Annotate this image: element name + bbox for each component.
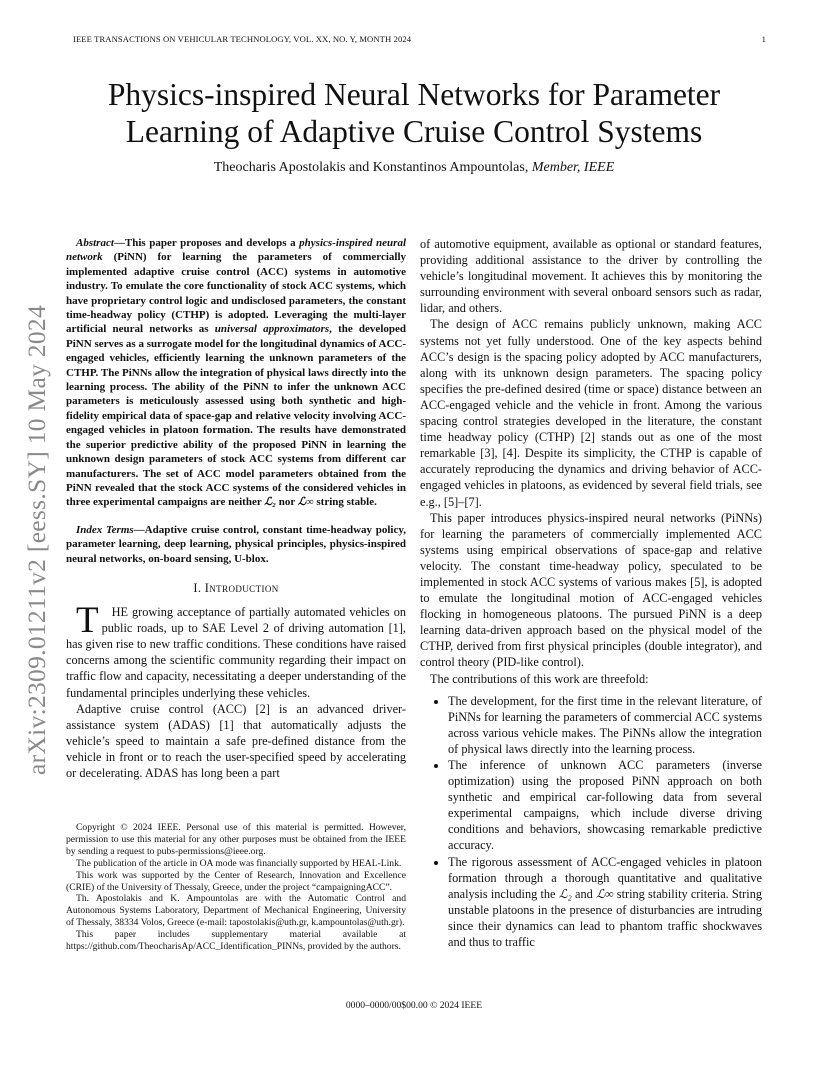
index-terms-label: Index Terms xyxy=(76,523,134,536)
right-paragraph-1: The design of ACC remains publicly unknown, making ACC systems not yet fully understood. One of the key aspects behind ACC’s design is the spacing policy adopted by ACC manufacturers, along with its unknown design parameters. The spacing policy specifies the pre-defined desired (time or space) distance between an ACC-engaged vehicle and the vehicle in front. Among the various spacing control strategies developed in the literature, the constant time headway policy (CTHP) [2] stands out as one of the most remarkable [3], [4]. Despite its simplicity, the CTHP is capable of accurately reproducing the dynamics and driving behavior of ACC-engaged vehicles in platoons, as evidenced by several field trials, see e.g., [5]–[7]. xyxy=(420,317,762,509)
contribution-3-l2-symbol: ℒ₂ xyxy=(558,886,572,901)
contributions-list xyxy=(420,693,762,951)
abstract-text-1: —This paper proposes and develops a xyxy=(113,237,300,249)
contribution-3-text-2: string stability criteria. String unstable platoons in the presence of disturbancies are intruding since their dynamics can lead to phantom traffic shockwaves and thus to traffic xyxy=(448,886,762,950)
abstract-emph-2: universal approximators xyxy=(214,323,330,336)
abstract xyxy=(66,236,406,510)
abstract-linf-symbol: ℒ∞ xyxy=(297,496,314,509)
abstract-text-2: (PiNN) for learning the parameters of commercially implemented adaptive cruise control (ACC) systems in automotive industry. To emulate the core functionality of stock ACC systems, which have proprietary control logic and undisclosed parameters, the constant time-headway policy (CTHP) is adopted. Leveraging the multi-layer artificial neural networks as xyxy=(66,251,406,336)
abstract-nor: nor xyxy=(276,496,298,509)
right-column xyxy=(420,236,762,950)
contribution-3-text-1: The rigorous assessment of ACC-engaged vehicles in platoon formation through a thorough quantitative and qualitative analysis including the xyxy=(448,854,762,901)
contribution-item: • The inference of unknown ACC parameters (inverse optimization) using the proposed PiNN approach on both synthetic and empirical car-following data from several experimental campaigns, which include diverse driving conditions and behaviors, showcasing remarkable predictive accuracy. xyxy=(448,757,762,854)
right-paragraph-3: The contributions of this work are threefold: xyxy=(430,671,649,686)
page-number: 1 xyxy=(761,34,766,44)
abstract-text-4: string stable. xyxy=(313,496,377,509)
journal-name: IEEE TRANSACTIONS ON VEHICULAR TECHNOLOGY, VOL. XX, NO. Y, MONTH 2024 xyxy=(73,34,412,44)
paper-title: Physics-inspired Neural Networks for Parameter Learning of Adaptive Cruise Control Systems xyxy=(107,77,721,149)
index-terms-text: —Adaptive cruise control, constant time-headway policy, parameter learning, deep learning, physical principles, physics-inspired neural networks, on-board sensing, U-blox. xyxy=(66,523,406,565)
arxiv-stamp: arXiv:2309.01211v2 [eess.SY] 10 May 2024 xyxy=(22,304,51,775)
footnote-affiliation: Th. Apostolakis and K. Ampountolas are with the Automatic Control and Autonomous Systems Laboratory, Department of Mechanical Engineering, University of Thessaly, 38334 Volos, Greece (e-mail: tapostolakis@uth.gr, k.ampountolas@uth.gr). xyxy=(66,893,406,929)
intro-paragraph-1-text: HE growing acceptance of partially automated vehicles on public roads, up to SAE Level 2 of driving automation [1], has given rise to new traffic conditions. These conditions have raised concerns among the scientific community regarding their impact on traffic flow and capacity, necessitating a deeper understanding of the fundamental principles underlying these vehicles. xyxy=(66,605,406,700)
contribution-3-and: and xyxy=(571,886,596,901)
footnote-funding-oa: The publication of the article in OA mode was financially supported by HEAL-Link. xyxy=(76,857,402,869)
abstract-label: Abstract xyxy=(76,237,114,249)
drop-cap: T xyxy=(76,600,99,642)
page-footer: 0000–0000/00$00.00 © 2024 IEEE xyxy=(345,1000,483,1011)
intro-paragraph-1 xyxy=(66,600,406,701)
footnote-copyright: Copyright © 2024 IEEE. Personal use of this material is permitted. However, permission to use this material for any other purposes must be obtained from the IEEE by sending a request to pubs-permissions@ieee.org. xyxy=(66,822,406,857)
right-paragraph-2: This paper introduces physics-inspired neural networks (PiNNs) for learning the parameters of commercially implemented ACC systems using empirical observations of space-gap and relative velocity. The constant time-headway policy, speculated to be implemented in stock ACC systems of various makes [5], is adopted to emulate the longitudinal motion of ACC-engaged vehicles flocking in homogeneous platoons. The pursued PiNN is a deep learning data-driven approach based on the physical model of the CTHP, derived from first physical principles (double integrator), and control theory (PID-like control). xyxy=(420,510,762,670)
abstract-emph-1: physics-inspired neural network xyxy=(66,237,407,264)
index-terms xyxy=(66,523,406,566)
running-header xyxy=(73,34,766,44)
abstract-text-3: , the developed PiNN serves as a surrogate model for the longitudinal dynamics of ACC-engaged vehicles, efficiently learning the unknown parameters of the CTHP. The PiNNs allow the integration of physical laws directly into the learning process. The ability of the PiNN to infer the unknown ACC parameters is meticulously assessed using both synthetic and high-fidelity empirical data of space-gap and relative velocity involving ACC-engaged vehicles in platoon formation. The results have demonstrated the superior predictive ability of the proposed PiNN in learning the unknown design parameters of stock ACC systems from different car manufacturers. The set of ACC model parameters obtained from the PiNN revealed that the stock ACC systems of the considered vehicles in three experimental campaigns are neither xyxy=(66,323,406,509)
footnote-support: This work was supported by the Center of Research, Innovation and Excellence (CRIE) of the University of Thessaly, Greece, under the project “campaigningACC”. xyxy=(66,869,406,893)
section-title-text: I. Introduction xyxy=(193,580,279,595)
contribution-item: • The development, for the first time in the relevant literature, of PiNNs for learning the parameters of commercial ACC systems across various vehicle makes. The PiNNs allow the integration of physical laws directly into the learning process. xyxy=(448,693,762,757)
intro-paragraph-2: Adaptive cruise control (ACC) [2] is an advanced driver-assistance system (ADAS) [1] that automatically adjusts the vehicle’s speed to maintain a safe pre-defined distance from the vehicle in front or to reach the user-specified speed by accelerating or decelerating. ADAS has long been a part xyxy=(66,701,406,780)
author-membership: Member, IEEE xyxy=(531,160,615,175)
author-names: Theocharis Apostolakis and Konstantinos Ampountolas, xyxy=(213,160,529,175)
section-heading-introduction xyxy=(66,580,406,596)
left-column xyxy=(66,236,406,781)
footnotes xyxy=(66,822,406,953)
right-paragraph-0: of automotive equipment, available as optional or standard features, providing additional assistance to the driver by controlling the vehicle’s longitudinal movement. It achieves this by monitoring the surrounding environment with several onboard sensors such as radar, lidar, and others. xyxy=(420,237,762,316)
authors-line xyxy=(60,160,768,176)
contribution-3-linf-symbol: ℒ∞ xyxy=(595,886,614,901)
footnote-supplementary: This paper includes supplementary material available at https://github.com/TheocharisAp/ACC_Identification_PINNs, provided by the authors. xyxy=(66,929,406,953)
contribution-item xyxy=(448,854,762,951)
abstract-l2-symbol: ℒ₂ xyxy=(264,496,277,509)
